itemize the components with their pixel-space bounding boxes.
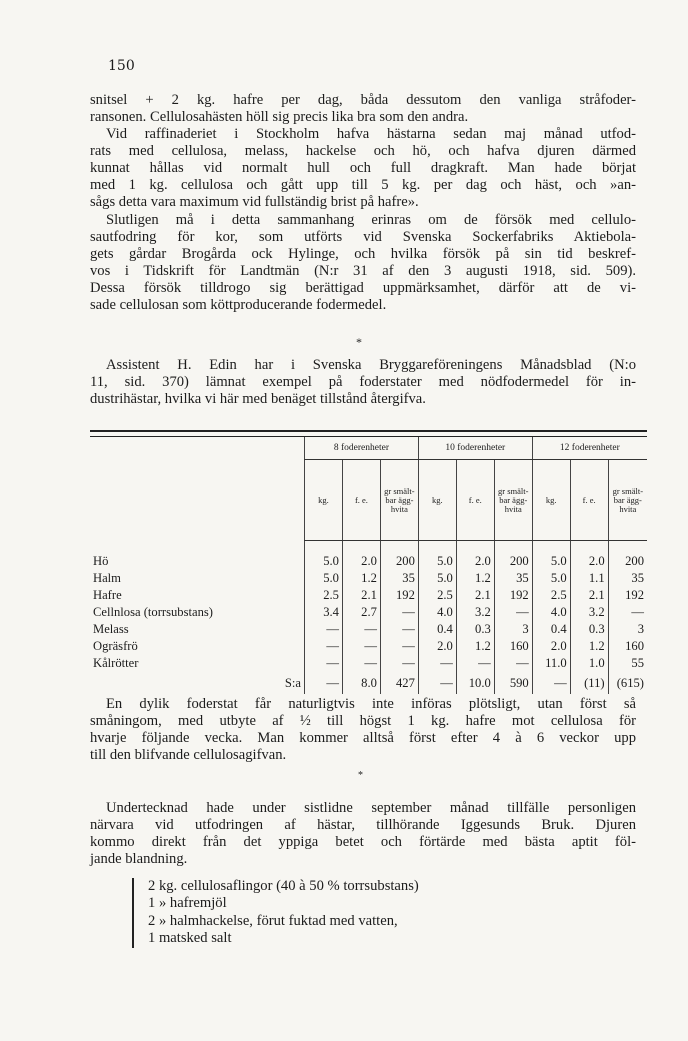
table-cell: — [305, 672, 343, 694]
paragraph-5 [90, 696, 636, 764]
mixture-list [132, 878, 419, 948]
table-cell: 1.2 [342, 570, 380, 587]
table-cell: 2.0 [532, 638, 570, 655]
table-cell: 160 [608, 638, 647, 655]
table-cell: 2.0 [342, 541, 380, 571]
row-label: Melass [93, 622, 129, 636]
table-cell: 3.2 [570, 604, 608, 621]
table-cell: 8.0 [342, 672, 380, 694]
table-cell: 2.1 [342, 587, 380, 604]
table-cell: — [380, 655, 418, 672]
column-header: kg. [418, 460, 456, 541]
table-row [90, 587, 647, 604]
table-cell: — [494, 604, 532, 621]
mixture-item: 2 » halmhackelse, förut fuktad med vatten, [148, 912, 398, 929]
text-line: närvara vid utfodringen af hästar, tillhörande Iggesunds Bruk. Djuren [90, 817, 636, 834]
table-cell: 55 [608, 655, 647, 672]
table-cell: 1.2 [456, 638, 494, 655]
table-cell: — [305, 621, 343, 638]
table-cell: 192 [608, 587, 647, 604]
table-cell: 0.4 [532, 621, 570, 638]
table-cell: 3 [494, 621, 532, 638]
table-cell: 2.5 [532, 587, 570, 604]
paragraph-3 [90, 212, 636, 315]
text-line: sautfodring för kor, som utförts vid Svenska Sockerfabriks Aktiebola- [90, 229, 636, 246]
column-header: gr smält-bar ägg-hvita [608, 460, 647, 541]
table-row [90, 655, 647, 672]
table-cell: 11.0 [532, 655, 570, 672]
text-line: snitsel + 2 kg. hafre per dag, båda dessutom den vanliga stråfoder- [90, 92, 636, 108]
table-cell: 4.0 [532, 604, 570, 621]
row-label: Ogräsfrö [93, 639, 138, 653]
table-cell: 5.0 [305, 570, 343, 587]
text-line: vos i Tidskrift för Landtmän (N:r 31 af den 3 augusti 1918, sid. 509). [90, 263, 636, 280]
text-line: ransonen. Cellulosahästen höll sig precis lika bra som den andra. [90, 109, 469, 126]
table-cell: 35 [494, 570, 532, 587]
row-label: Halm [93, 571, 121, 585]
text-line: jande blandning. [90, 851, 188, 868]
text-line: sågs detta vara maximum vid fullständig brist på hafre». [90, 194, 419, 211]
table-cell: 200 [494, 541, 532, 571]
table-cell: — [305, 638, 343, 655]
table-cell: 192 [380, 587, 418, 604]
table-cell: — [305, 655, 343, 672]
text-line: Dessa försök tilldrogo sig berättigad uppmärksamhet, därför att de vi- [90, 280, 636, 297]
table-cell: 200 [608, 541, 647, 571]
table-row [90, 541, 647, 571]
table-cell: 4.0 [418, 604, 456, 621]
table-cell: — [342, 621, 380, 638]
text-line: dustrihästar, hvilka vi här med benäget tillstånd återgifva. [90, 391, 426, 408]
text-line: rats med cellulosa, melass, hackelse och hö, och hafva djuren därmed [90, 143, 636, 160]
table-cell: 2.0 [418, 638, 456, 655]
column-header: gr smält-bar ägg-hvita [494, 460, 532, 541]
table-cell: 2.1 [456, 587, 494, 604]
text-line: sade cellulosan som köttproducerande fodermedel. [90, 297, 387, 314]
column-header: f. e. [456, 460, 494, 541]
table-cell: 1.0 [570, 655, 608, 672]
table-row [90, 604, 647, 621]
column-header: kg. [305, 460, 343, 541]
table-cell: 2.5 [418, 587, 456, 604]
table-cell: 3.2 [456, 604, 494, 621]
table-cell: 2.0 [456, 541, 494, 571]
table-cell: 5.0 [418, 570, 456, 587]
table-cell: 3.4 [305, 604, 343, 621]
table-cell: 35 [380, 570, 418, 587]
table-row [90, 621, 647, 638]
text-line: hvarje följande vecka. Man kommer alltså först efter 4 à 6 veckor upp [90, 730, 636, 747]
column-header: kg. [532, 460, 570, 541]
table-cell: — [418, 672, 456, 694]
table-cell: — [342, 655, 380, 672]
table-cell: 5.0 [305, 541, 343, 571]
text-line: Undertecknad hade under sistlidne september månad tillfälle personligen [106, 800, 636, 816]
table-cell: — [608, 604, 647, 621]
table-cell: 2.0 [570, 541, 608, 571]
table-cell: 5.0 [532, 541, 570, 571]
table-cell: (615) [608, 672, 647, 694]
text-line: småningom, med utbyte af ½ till högst 1 kg. hafre mot cellulosa för [90, 713, 636, 730]
mixture-item: 1 » hafremjöl [148, 895, 227, 912]
table-cell: 2.7 [342, 604, 380, 621]
table-row [90, 638, 647, 655]
section-separator: * [356, 335, 362, 349]
table-cell: (11) [570, 672, 608, 694]
table-cell: 0.3 [456, 621, 494, 638]
mixture-item: 1 matsked salt [148, 930, 232, 947]
table-cell: — [418, 655, 456, 672]
table-cell: 1.1 [570, 570, 608, 587]
feed-table [90, 430, 647, 694]
table-cell: 5.0 [418, 541, 456, 571]
row-label: Kålrötter [93, 656, 139, 670]
table-cell: 2.5 [305, 587, 343, 604]
text-line: En dylik foderstat får naturligtvis inte införas plötsligt, utan först så [106, 696, 636, 712]
row-label: Cellnlosa (torrsubstans) [93, 605, 213, 619]
text-line: Slutligen må i detta sammanhang erinras om de försök med cellulo- [106, 212, 636, 228]
paragraph-4 [90, 357, 636, 408]
table-cell: 1.2 [570, 638, 608, 655]
paragraph-6 [90, 800, 636, 868]
table-cell: 192 [494, 587, 532, 604]
column-header: f. e. [342, 460, 380, 541]
table-cell: 2.1 [570, 587, 608, 604]
table-cell: — [532, 672, 570, 694]
table-cell: 427 [380, 672, 418, 694]
row-label: Hö [93, 553, 109, 568]
table-cell: 3 [608, 621, 647, 638]
page-number: 150 [108, 58, 135, 74]
table-cell: — [380, 621, 418, 638]
group-header: 8 foderenheter [305, 437, 419, 460]
column-header: gr smält-bar ägg-hvita [380, 460, 418, 541]
table-cell: 10.0 [456, 672, 494, 694]
table-cell: — [380, 604, 418, 621]
table-cell: 590 [494, 672, 532, 694]
text-line: 11, sid. 370) lämnat exempel på foderstater med nödfodermedel för in- [90, 374, 636, 391]
text-line: till den blifvande cellulosagifvan. [90, 747, 287, 764]
sum-label: S:a [284, 675, 301, 690]
table-cell: — [456, 655, 494, 672]
text-line: med 1 kg. cellulosa och gått upp till 5 kg. per dag och häst, och »an- [90, 177, 636, 194]
text-line: gets gårdar Brogårda ock Hylinge, och hvilka försök på sin tid beskref- [90, 246, 636, 263]
table-cell: 200 [380, 541, 418, 571]
table-cell: 0.4 [418, 621, 456, 638]
text-line: kunnat hållas vid normalt hull och full dragkraft. Man hade börjat [90, 160, 636, 177]
table-cell: — [342, 638, 380, 655]
table-cell: 160 [494, 638, 532, 655]
table-row [90, 570, 647, 587]
paragraph-2 [90, 126, 636, 211]
column-header: f. e. [570, 460, 608, 541]
section-separator: * [358, 770, 363, 781]
table-cell: 35 [608, 570, 647, 587]
table-cell: — [494, 655, 532, 672]
text-line: Assistent H. Edin har i Svenska Bryggareföreningens Månadsblad (N:o [106, 357, 636, 373]
table-cell: 5.0 [532, 570, 570, 587]
table-cell: — [380, 638, 418, 655]
row-label: Hafre [93, 588, 122, 602]
text-line: kommo direkt från det yppiga betet och förtärde med bästa aptit föl- [90, 834, 636, 851]
group-header: 12 foderenheter [532, 437, 647, 460]
table-cell: 0.3 [570, 621, 608, 638]
table-cell: 1.2 [456, 570, 494, 587]
text-line: Vid raffinaderiet i Stockholm hafva hästarna sedan maj månad utfod- [106, 126, 636, 142]
group-header: 10 foderenheter [418, 437, 532, 460]
paragraph-1 [90, 92, 636, 126]
mixture-item: 2 kg. cellulosaflingor (40 à 50 % torrsubstans) [148, 878, 419, 894]
